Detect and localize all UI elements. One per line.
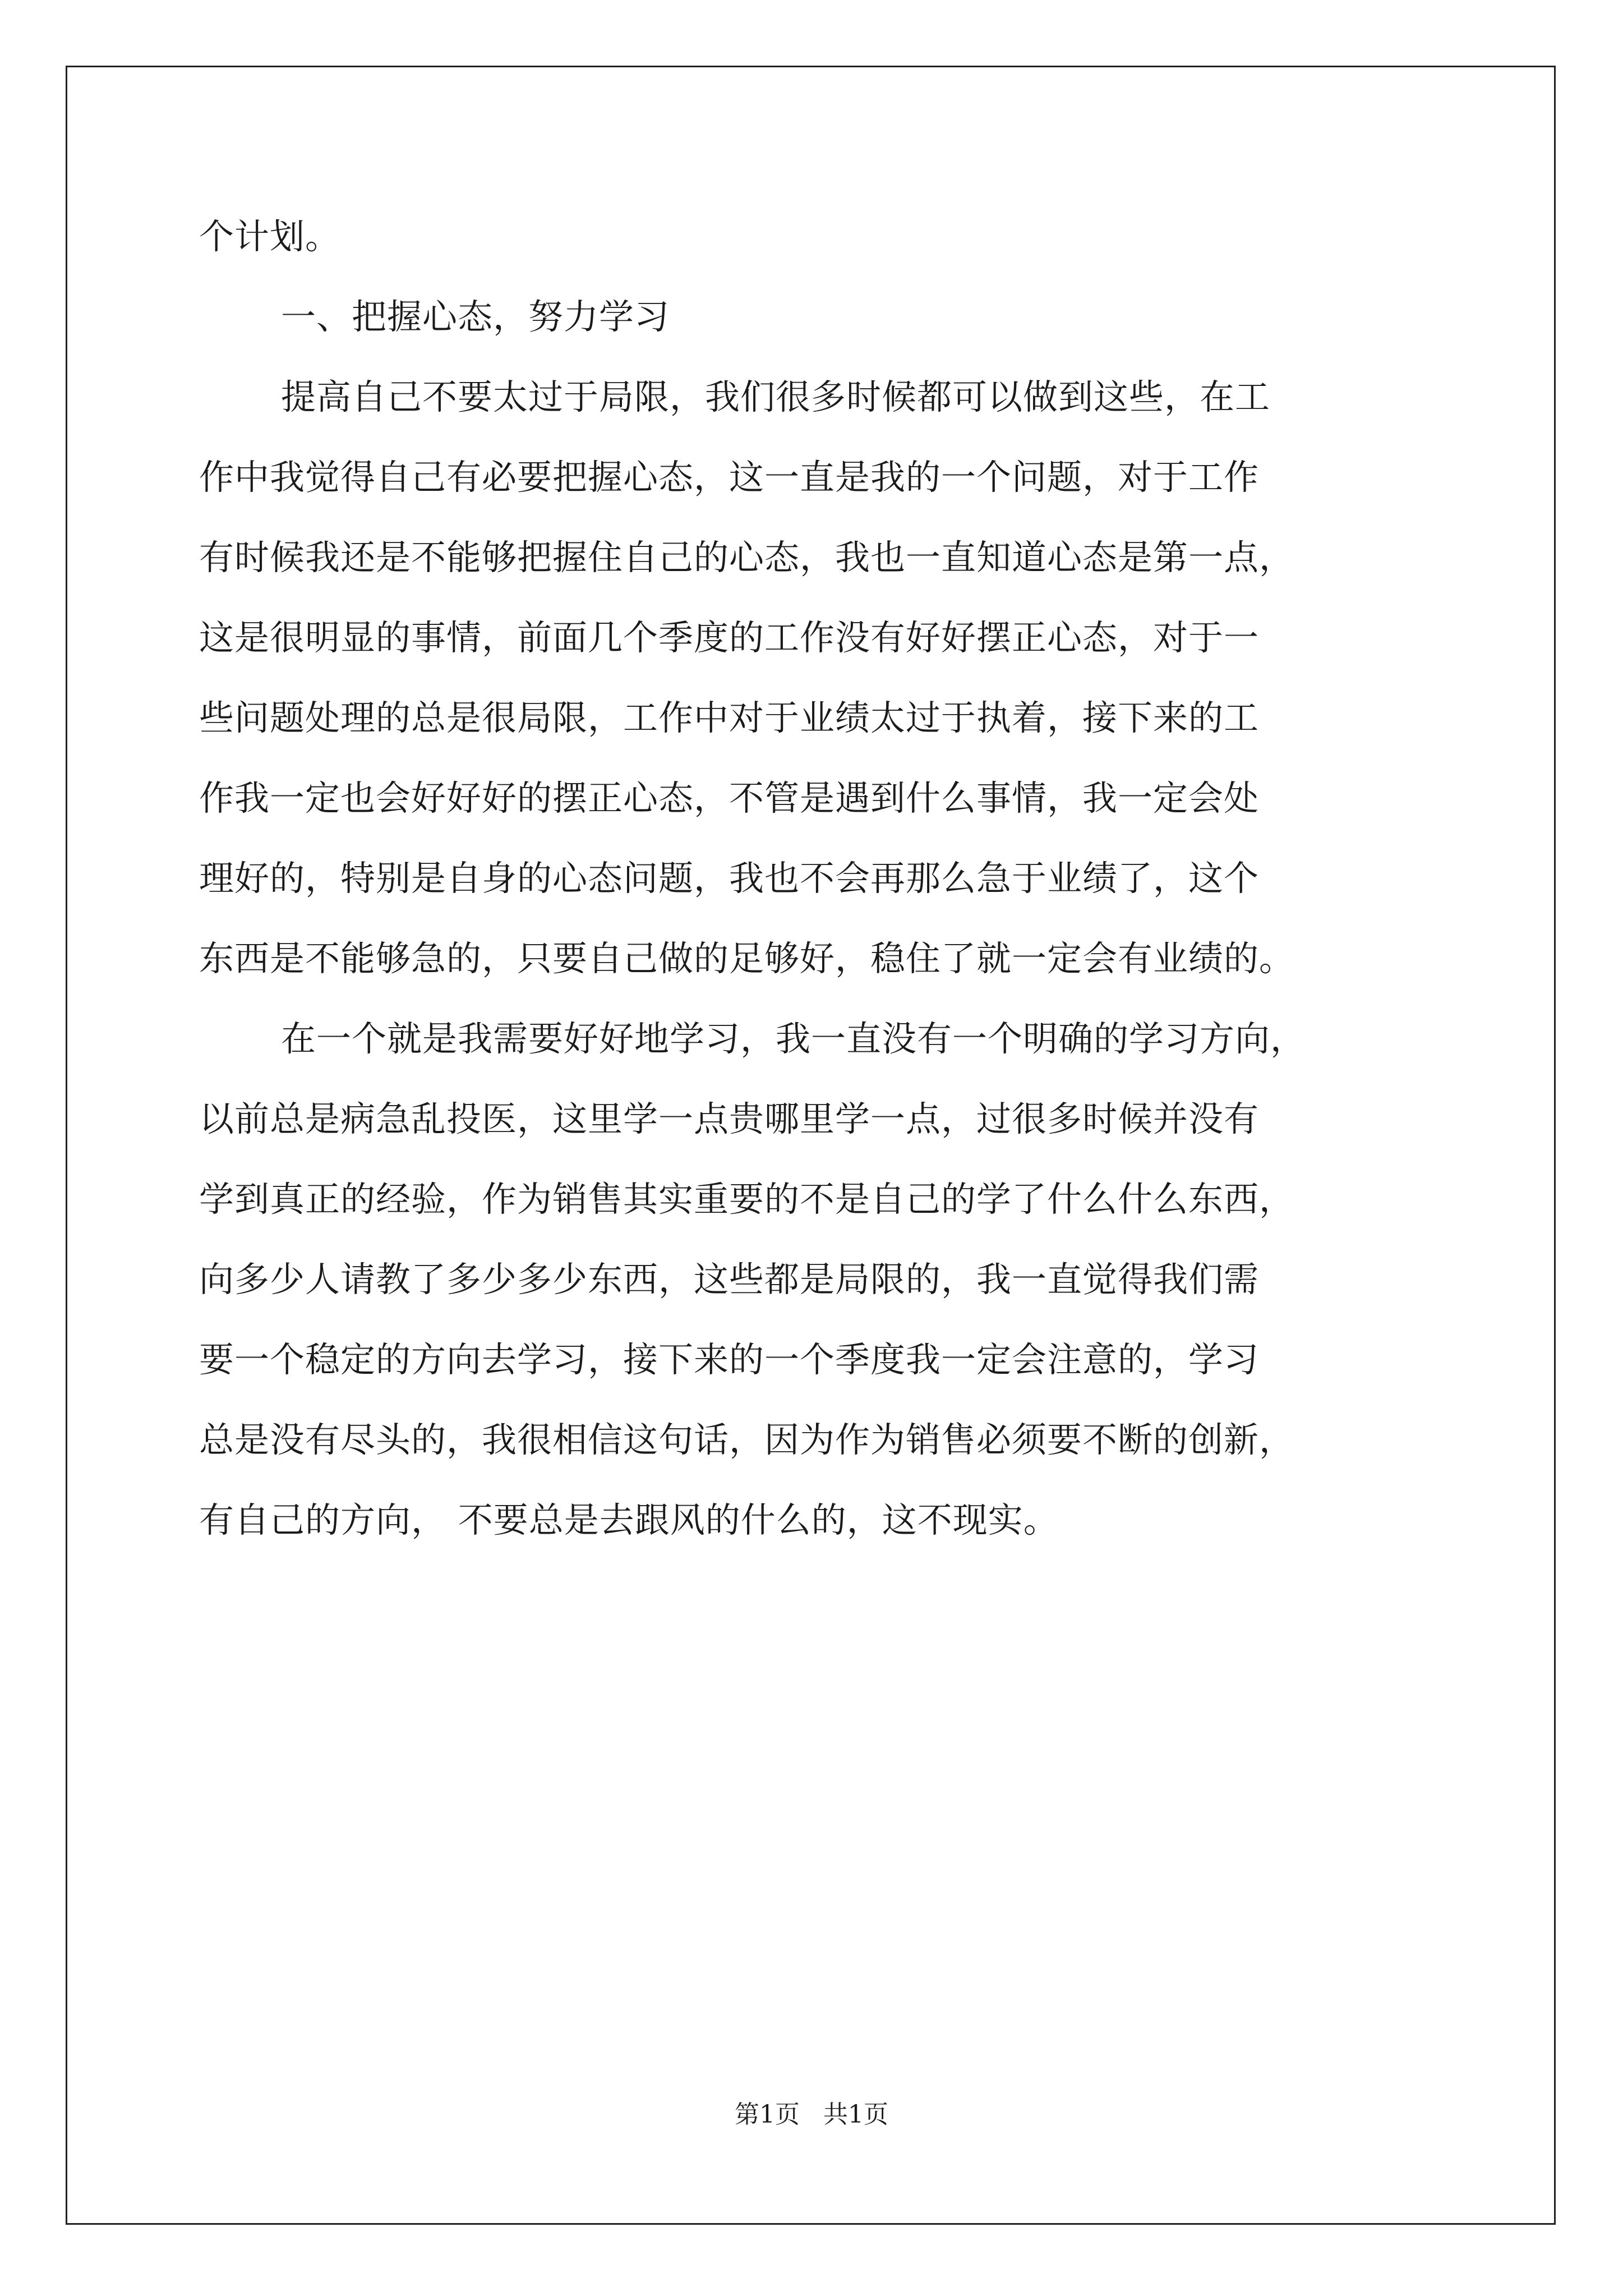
body-line: 作中我觉得自己有必要把握心态，这一直是我的一个问题，对于工作 — [199, 457, 1260, 498]
body-line: 提高自己不要太过于局限，我们很多时候都可以做到这些，在工 — [281, 376, 1271, 417]
body-line: 作我一定也会好好好的摆正心态，不管是遇到什么事情，我一定会处 — [199, 777, 1260, 818]
body-line: 有自己的方向， 不要总是去跟风的什么的，这不现实。 — [199, 1499, 1059, 1540]
body-line: 以前总是病急乱投医，这里学一点贵哪里学一点，过很多时候并没有 — [199, 1098, 1260, 1139]
document-body — [199, 196, 1450, 1560]
body-line: 这是很明显的事情，前面几个季度的工作没有好好摆正心态，对于一 — [199, 617, 1260, 658]
body-line: 个计划。 — [199, 216, 341, 257]
body-line: 总是没有尽头的，我很相信这句话，因为作为销售必须要不断的创新， — [199, 1419, 1295, 1460]
body-line: 要一个稳定的方向去学习，接下来的一个季度我一定会注意的，学习 — [199, 1339, 1260, 1380]
body-line: 些问题处理的总是很局限，工作中对于业绩太过于执着，接下来的工 — [199, 697, 1260, 738]
body-line: 学到真正的经验，作为销售其实重要的不是自己的学了什么什么东西， — [199, 1179, 1295, 1220]
body-line: 东西是不能够急的，只要自己做的足够好，稳住了就一定会有业绩的。 — [199, 938, 1295, 979]
section-heading: 一、把握心态，努力学习 — [281, 296, 670, 337]
body-line: 理好的，特别是自身的心态问题，我也不会再那么急于业绩了，这个 — [199, 858, 1260, 899]
body-line: 在一个就是我需要好好地学习，我一直没有一个明确的学习方向， — [281, 1018, 1306, 1059]
body-line: 有时候我还是不能够把握住自己的心态，我也一直知道心态是第一点， — [199, 537, 1295, 578]
page-number-footer: 第1页 共1页 — [735, 2100, 888, 2129]
body-line: 向多少人请教了多少多少东西，这些都是局限的，我一直觉得我们需 — [199, 1259, 1260, 1300]
